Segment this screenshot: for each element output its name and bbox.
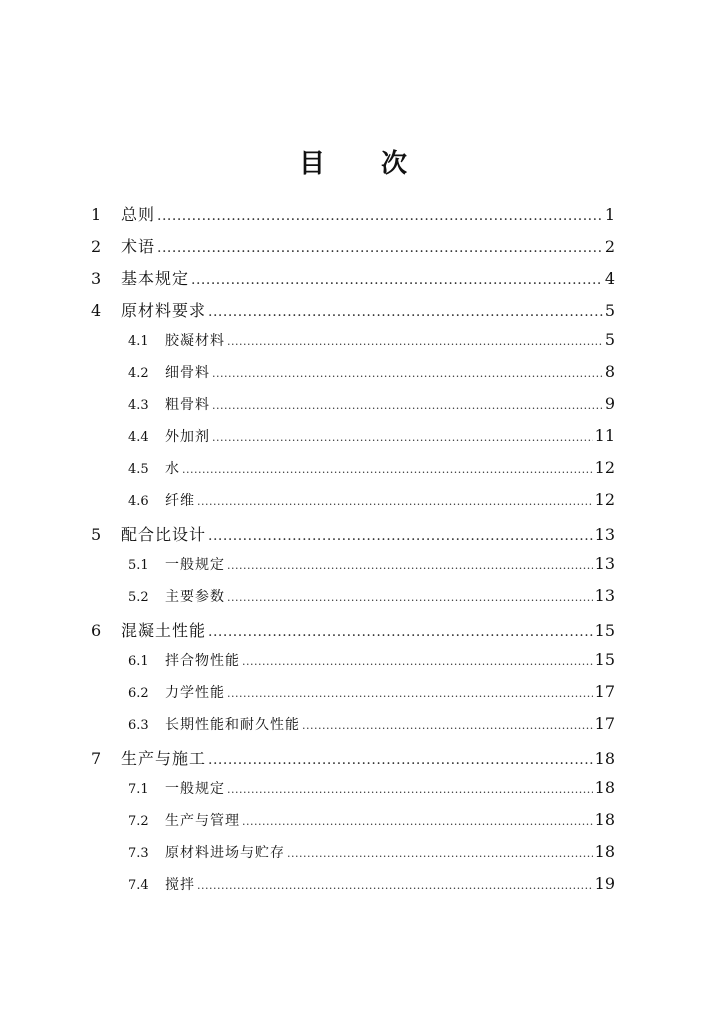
toc-entry-page-number: 18 xyxy=(594,778,615,797)
toc-dot-leader xyxy=(227,687,593,700)
toc-entry-label: 原材料要求 xyxy=(121,301,207,320)
toc-dot-leader xyxy=(212,367,603,380)
toc-dot-leader xyxy=(212,399,603,412)
toc-dot-leader xyxy=(287,847,593,860)
toc-entry-number: 2 xyxy=(91,237,102,256)
toc-section-entry[interactable] xyxy=(128,362,615,394)
toc-entry-number: 6 xyxy=(91,621,102,640)
toc-entry-page-number: 5 xyxy=(604,330,615,349)
toc-entry-label: 粗骨料 xyxy=(165,397,210,413)
toc-entry-page-number: 18 xyxy=(594,749,615,768)
toc-dot-leader xyxy=(227,559,593,572)
toc-entry-number: 6.1 xyxy=(128,654,149,669)
toc-dot-leader xyxy=(212,431,593,444)
toc-entry-label: 配合比设计 xyxy=(121,525,207,544)
toc-section-entry[interactable] xyxy=(128,778,615,810)
toc-entry-page-number: 2 xyxy=(604,237,615,256)
toc-section-entry[interactable] xyxy=(128,874,615,906)
toc-entry-number: 1 xyxy=(91,205,102,224)
toc-section-entry[interactable] xyxy=(128,554,615,586)
toc-dot-leader xyxy=(208,624,593,640)
toc-entry-page-number: 12 xyxy=(594,490,615,509)
toc-entry-label: 总则 xyxy=(121,205,156,224)
toc-entry-label: 混凝土性能 xyxy=(121,621,207,640)
toc-entry-number: 6.3 xyxy=(128,718,149,733)
toc-section-entry[interactable] xyxy=(128,586,615,618)
toc-entry-page-number: 12 xyxy=(594,458,615,477)
toc-dot-leader xyxy=(227,591,593,604)
toc-entry-label: 主要参数 xyxy=(165,589,225,605)
toc-dot-leader xyxy=(208,528,593,544)
toc-entry-label: 长期性能和耐久性能 xyxy=(165,717,300,733)
toc-chapter-entry[interactable] xyxy=(91,234,615,266)
toc-dot-leader xyxy=(227,335,603,348)
toc-entry-label: 生产与管理 xyxy=(165,813,240,829)
toc-entry-label: 纤维 xyxy=(165,493,195,509)
toc-chapter-entry[interactable] xyxy=(91,202,615,234)
toc-entry-label: 原材料进场与贮存 xyxy=(165,845,285,861)
toc-chapter-entry[interactable] xyxy=(91,522,615,554)
toc-section-entry[interactable] xyxy=(128,490,615,522)
toc-entry-label: 外加剂 xyxy=(165,429,210,445)
toc-entry-label: 术语 xyxy=(121,237,156,256)
toc-entry-page-number: 5 xyxy=(604,301,615,320)
toc-entry-page-number: 1 xyxy=(604,205,615,224)
toc-chapter-entry[interactable] xyxy=(91,298,615,330)
toc-dot-leader xyxy=(302,719,593,732)
toc-entry-number: 6.2 xyxy=(128,686,149,701)
toc-entry-label: 生产与施工 xyxy=(121,749,207,768)
toc-entry-number: 5 xyxy=(91,525,102,544)
toc-entry-page-number: 18 xyxy=(594,810,615,829)
toc-section-entry[interactable] xyxy=(128,682,615,714)
toc-entry-page-number: 11 xyxy=(594,426,615,445)
toc-entry-page-number: 18 xyxy=(594,842,615,861)
toc-entry-label: 搅拌 xyxy=(165,877,195,893)
toc-entry-label: 力学性能 xyxy=(165,685,225,701)
toc-section-entry[interactable] xyxy=(128,394,615,426)
toc-entry-label: 胶凝材料 xyxy=(165,333,225,349)
toc-entry-number: 4.4 xyxy=(128,430,149,445)
title-char-2: 次 xyxy=(381,149,408,179)
toc-entry-label: 一般规定 xyxy=(165,557,225,573)
toc-chapter-entry[interactable] xyxy=(91,266,615,298)
toc-chapter-entry[interactable] xyxy=(91,618,615,650)
toc-dot-leader xyxy=(197,495,593,508)
toc-entry-page-number: 9 xyxy=(604,394,615,413)
toc-entry-number: 7.2 xyxy=(128,814,149,829)
toc-section-entry[interactable] xyxy=(128,330,615,362)
toc-entry-label: 水 xyxy=(165,461,180,477)
toc-entry-label: 基本规定 xyxy=(121,269,190,288)
toc-dot-leader xyxy=(157,240,603,256)
toc-entry-number: 4.1 xyxy=(128,334,149,349)
toc-entry-page-number: 15 xyxy=(594,650,615,669)
toc-section-entry[interactable] xyxy=(128,650,615,682)
toc-entry-number: 5.2 xyxy=(128,590,149,605)
toc-entry-page-number: 17 xyxy=(594,714,615,733)
toc-section-entry[interactable] xyxy=(128,426,615,458)
title-char-1: 目 xyxy=(298,149,325,179)
toc-dot-leader xyxy=(197,879,593,892)
toc-entry-page-number: 8 xyxy=(604,362,615,381)
toc-entry-page-number: 4 xyxy=(604,269,615,288)
toc-dot-leader xyxy=(182,463,593,476)
toc-entry-page-number: 13 xyxy=(594,586,615,605)
toc-section-entry[interactable] xyxy=(128,458,615,490)
toc-chapter-entry[interactable] xyxy=(91,746,615,778)
toc-entry-page-number: 17 xyxy=(594,682,615,701)
toc-entry-number: 4.5 xyxy=(128,462,149,477)
toc-entry-page-number: 19 xyxy=(594,874,615,893)
page-title xyxy=(0,143,706,180)
toc-entry-number: 7 xyxy=(91,749,102,768)
toc-entry-number: 4.2 xyxy=(128,366,149,381)
toc-section-entry[interactable] xyxy=(128,842,615,874)
toc-entry-number: 4 xyxy=(91,301,102,320)
toc-entry-number: 3 xyxy=(91,269,102,288)
toc-entry-page-number: 13 xyxy=(594,525,615,544)
toc-entry-number: 4.3 xyxy=(128,398,149,413)
toc-entry-number: 4.6 xyxy=(128,494,149,509)
toc-entry-number: 7.4 xyxy=(128,878,149,893)
toc-dot-leader xyxy=(157,208,603,224)
toc-dot-leader xyxy=(208,304,603,320)
toc-entry-label: 一般规定 xyxy=(165,781,225,797)
toc-entry-number: 7.3 xyxy=(128,846,149,861)
toc-entry-label: 细骨料 xyxy=(165,365,210,381)
toc-entry-number: 5.1 xyxy=(128,558,149,573)
toc-entry-page-number: 13 xyxy=(594,554,615,573)
toc-entry-label: 拌合物性能 xyxy=(165,653,240,669)
toc-section-entry[interactable] xyxy=(128,714,615,746)
toc-dot-leader xyxy=(227,783,593,796)
toc-dot-leader xyxy=(191,272,603,288)
toc-dot-leader xyxy=(208,752,593,768)
toc-entry-page-number: 15 xyxy=(594,621,615,640)
toc-entry-number: 7.1 xyxy=(128,782,149,797)
toc-dot-leader xyxy=(242,655,593,668)
toc-dot-leader xyxy=(242,815,593,828)
toc-section-entry[interactable] xyxy=(128,810,615,842)
